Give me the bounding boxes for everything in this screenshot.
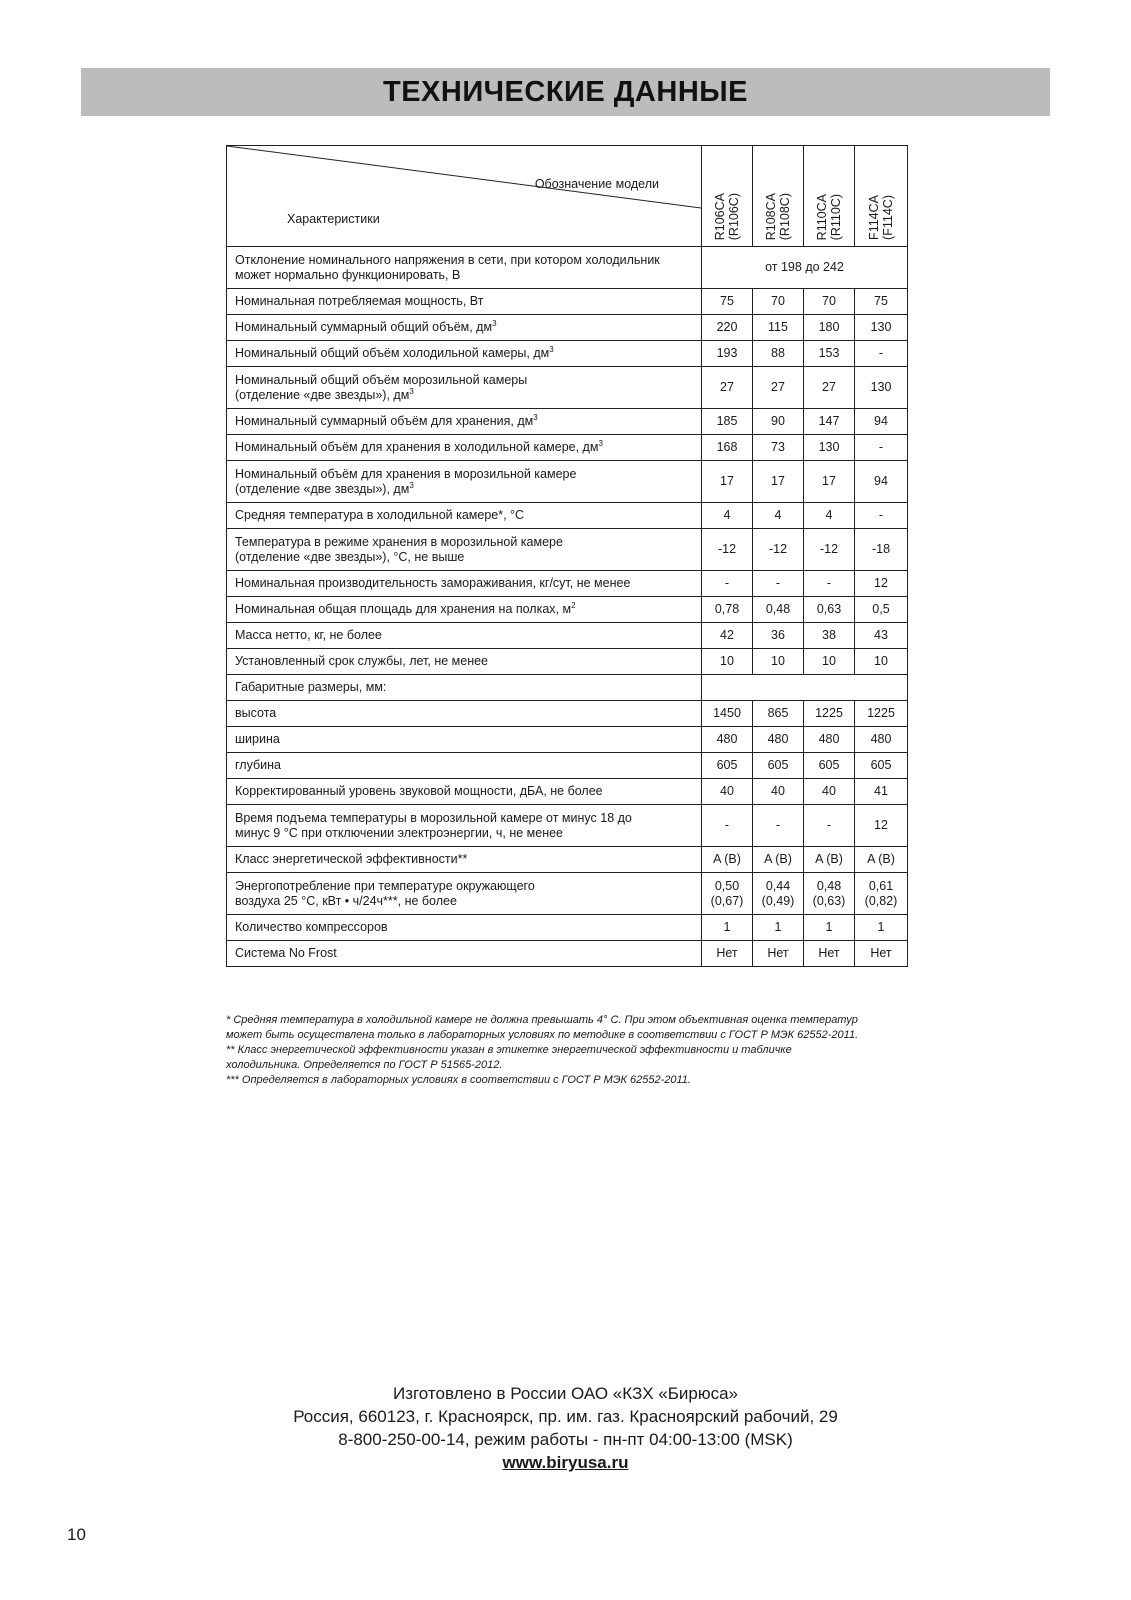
value-cell: 94 — [855, 461, 908, 503]
table-row — [227, 529, 908, 571]
row-label-text: ширина — [235, 732, 280, 746]
row-label — [227, 753, 702, 779]
value-cell: 75 — [702, 289, 753, 315]
value-cell: 90 — [753, 409, 804, 435]
row-label — [227, 435, 702, 461]
value-cell — [855, 873, 908, 915]
value-cell: 94 — [855, 409, 908, 435]
row-label — [227, 529, 702, 571]
unit-superscript: 3 — [598, 438, 603, 448]
value-cell: - — [753, 805, 804, 847]
table-row — [227, 915, 908, 941]
value-cell: 70 — [804, 289, 855, 315]
model-header — [753, 146, 804, 247]
value-cell: -12 — [753, 529, 804, 571]
row-label — [227, 623, 702, 649]
value-cell: 130 — [804, 435, 855, 461]
value-line: (0,67) — [710, 893, 744, 908]
value-line: 0,50 — [714, 878, 740, 893]
row-label-text: Номинальный объём для хранения в холодильной камере, дм — [235, 440, 599, 454]
value-cell: 4 — [753, 503, 804, 529]
value-cell: 605 — [702, 753, 753, 779]
value-cell: Нет — [804, 941, 855, 967]
row-label — [227, 847, 702, 873]
value-cell: 115 — [753, 315, 804, 341]
model-alt-code: (R110C) — [829, 193, 843, 240]
unit-superscript: 2 — [571, 600, 576, 610]
table-row — [227, 753, 908, 779]
diagonal-line — [227, 146, 701, 246]
unit-superscript: 3 — [492, 318, 497, 328]
table-row — [227, 805, 908, 847]
row-label-text: Установленный срок службы, лет, не менее — [235, 654, 489, 668]
value-cell: 605 — [855, 753, 908, 779]
row-label-text: Масса нетто, кг, не более — [235, 628, 382, 642]
row-label — [227, 779, 702, 805]
row-label-text: (отделение «две звезды»), дм — [235, 387, 410, 402]
unit-superscript: 3 — [409, 480, 414, 490]
row-label — [227, 727, 702, 753]
value-cell: 1 — [753, 915, 804, 941]
value-cell: - — [702, 805, 753, 847]
table-row — [227, 623, 908, 649]
value-cell: 605 — [753, 753, 804, 779]
row-label — [227, 341, 702, 367]
row-label-text: может нормально функционировать, В — [235, 267, 461, 282]
value-cell: 75 — [855, 289, 908, 315]
row-label — [227, 675, 702, 701]
value-cell: A (B) — [753, 847, 804, 873]
row-label — [227, 289, 702, 315]
value-cell: 180 — [804, 315, 855, 341]
value-cell: -12 — [804, 529, 855, 571]
row-label-text: Номинальный объём для хранения в морозильной камере — [235, 466, 577, 481]
model-alt-code: (F114C) — [881, 195, 895, 240]
table-row — [227, 315, 908, 341]
row-label-text: Класс энергетической эффективности** — [235, 852, 468, 866]
value-cell — [702, 873, 753, 915]
value-cell — [804, 873, 855, 915]
row-label-text: Время подъема температуры в морозильной камере от минус 18 до — [235, 810, 632, 825]
value-cell: 4 — [702, 503, 753, 529]
row-label-text: (отделение «две звезды»), °С, не выше — [235, 549, 465, 564]
row-label — [227, 461, 702, 503]
footer-line: 8-800-250-00-14, режим работы - пн-пт 04:00-13:00 (MSK) — [338, 1430, 793, 1449]
value-cell: 147 — [804, 409, 855, 435]
row-label-text: Количество компрессоров — [235, 920, 388, 934]
model-header — [702, 146, 753, 247]
value-cell: - — [855, 435, 908, 461]
value-cell: - — [702, 571, 753, 597]
value-cell: Нет — [855, 941, 908, 967]
value-cell: 865 — [753, 701, 804, 727]
value-cell: 10 — [855, 649, 908, 675]
model-header — [804, 146, 855, 247]
unit-superscript: 3 — [549, 344, 554, 354]
footnote-line: *** Определяется в лабораторных условиях в соответствии с ГОСТ Р МЭК 62552-2011. — [226, 1074, 691, 1086]
manufacturer-footer — [0, 1382, 1131, 1474]
value-cell: 480 — [753, 727, 804, 753]
row-label-text: Энергопотребление при температуре окружающего — [235, 878, 535, 893]
table-row — [227, 873, 908, 915]
value-cell: 605 — [804, 753, 855, 779]
table-row — [227, 675, 908, 701]
value-cell: 12 — [855, 571, 908, 597]
value-cell: - — [855, 341, 908, 367]
page-title: ТЕХНИЧЕСКИЕ ДАННЫЕ — [382, 75, 748, 108]
value-cell: 185 — [702, 409, 753, 435]
value-cell: 38 — [804, 623, 855, 649]
row-label — [227, 571, 702, 597]
value-cell: 1 — [855, 915, 908, 941]
row-label-text: Отклонение номинального напряжения в сети, при котором холодильник — [235, 252, 660, 267]
value-cell: 36 — [753, 623, 804, 649]
row-label — [227, 503, 702, 529]
value-cell: A (B) — [804, 847, 855, 873]
table-row — [227, 727, 908, 753]
model-code: R108CA — [764, 192, 778, 240]
footer-line: Изготовлено в России ОАО «КЗХ «Бирюса» — [392, 1384, 739, 1403]
table-header-row — [227, 146, 908, 247]
value-cell: 130 — [855, 367, 908, 409]
value-cell: 70 — [753, 289, 804, 315]
row-label — [227, 247, 702, 289]
row-label-text: воздуха 25 °С, кВт • ч/24ч***, не более — [235, 893, 457, 908]
value-cell: 17 — [753, 461, 804, 503]
value-cell: 10 — [702, 649, 753, 675]
value-cell: 73 — [753, 435, 804, 461]
value-cell: 130 — [855, 315, 908, 341]
table-row — [227, 503, 908, 529]
header-model-label: Обозначение модели — [534, 177, 659, 191]
table-row — [227, 461, 908, 503]
model-code: R106CA — [713, 192, 727, 240]
unit-superscript: 3 — [533, 412, 538, 422]
merged-value-cell: от 198 до 242 — [702, 247, 908, 289]
value-cell: 0,5 — [855, 597, 908, 623]
value-cell: 220 — [702, 315, 753, 341]
value-cell: 193 — [702, 341, 753, 367]
row-label-text: Средняя температура в холодильной камере*, °С — [235, 508, 525, 522]
value-cell: 43 — [855, 623, 908, 649]
model-header — [855, 146, 908, 247]
value-cell: 480 — [855, 727, 908, 753]
table-row — [227, 597, 908, 623]
footer-line: Россия, 660123, г. Красноярск, пр. им. газ. Красноярский рабочий, 29 — [293, 1407, 838, 1426]
row-label-text: высота — [235, 706, 277, 720]
footnote-line: может быть осуществлена только в лабораторных условиях по методике в соответствии с ГОСТ Р МЭК 62552-2011. — [226, 1029, 859, 1041]
row-label-text: Номинальная потребляемая мощность, Вт — [235, 294, 484, 308]
value-line: 0,44 — [765, 878, 791, 893]
row-label-text: Система No Frost — [235, 946, 337, 960]
row-label — [227, 367, 702, 409]
footnotes — [226, 1013, 966, 1088]
row-label — [227, 315, 702, 341]
value-line: 0,61 — [868, 878, 894, 893]
row-label-text: глубина — [235, 758, 281, 772]
table-row — [227, 367, 908, 409]
value-cell: 17 — [804, 461, 855, 503]
value-cell: 27 — [753, 367, 804, 409]
row-label-text: минус 9 °С при отключении электроэнергии, ч, не менее — [235, 825, 564, 840]
row-label-text: Габаритные размеры, мм: — [235, 680, 387, 694]
spec-table — [226, 145, 908, 967]
row-label — [227, 597, 702, 623]
row-label-text: (отделение «две звезды»), дм — [235, 481, 410, 496]
value-cell: - — [804, 805, 855, 847]
row-label-text: Номинальный суммарный объём для хранения, дм — [235, 414, 534, 428]
value-cell: - — [753, 571, 804, 597]
header-diagonal-cell — [227, 146, 702, 247]
table-row — [227, 779, 908, 805]
value-cell: 88 — [753, 341, 804, 367]
footnote-line: ** Класс энергетической эффективности указан в этикетке энергетической эффективности и табличке — [226, 1044, 792, 1056]
value-cell: 40 — [702, 779, 753, 805]
table-row — [227, 571, 908, 597]
value-cell: 480 — [702, 727, 753, 753]
row-label — [227, 941, 702, 967]
row-label — [227, 873, 702, 915]
value-line: 0,48 — [816, 878, 842, 893]
value-cell: 0,48 — [753, 597, 804, 623]
value-cell: 17 — [702, 461, 753, 503]
row-label — [227, 805, 702, 847]
value-cell: 0,78 — [702, 597, 753, 623]
value-cell: A (B) — [855, 847, 908, 873]
value-line: (0,49) — [761, 893, 795, 908]
value-cell: 0,63 — [804, 597, 855, 623]
value-cell: -18 — [855, 529, 908, 571]
value-cell: Нет — [702, 941, 753, 967]
value-cell: -12 — [702, 529, 753, 571]
model-alt-code: (R108C) — [778, 192, 792, 240]
row-label — [227, 915, 702, 941]
value-cell — [753, 873, 804, 915]
model-alt-code: (R106C) — [727, 192, 741, 240]
value-cell: 1450 — [702, 701, 753, 727]
row-label — [227, 649, 702, 675]
row-label-text: Номинальный суммарный общий объём, дм — [235, 320, 493, 334]
footnote-line: холодильника. Определяется по ГОСТ Р 51565-2012. — [226, 1059, 503, 1071]
model-code: F114CA — [867, 195, 881, 240]
value-cell: - — [804, 571, 855, 597]
value-cell: 27 — [804, 367, 855, 409]
row-label — [227, 701, 702, 727]
value-cell: 168 — [702, 435, 753, 461]
value-cell: 12 — [855, 805, 908, 847]
header-characteristics-label: Характеристики — [287, 212, 380, 226]
value-cell: 1225 — [855, 701, 908, 727]
row-label-text: Корректированный уровень звуковой мощности, дБА, не более — [235, 784, 603, 798]
row-label-text: Номинальная производительность замораживания, кг/сут, не менее — [235, 576, 631, 590]
title-bar — [81, 68, 1050, 116]
value-cell: 10 — [753, 649, 804, 675]
row-label — [227, 409, 702, 435]
row-label-text: Номинальный общий объём морозильной камеры — [235, 372, 528, 387]
value-cell: 4 — [804, 503, 855, 529]
value-cell: 1 — [804, 915, 855, 941]
value-line: (0,63) — [812, 893, 846, 908]
table-row — [227, 289, 908, 315]
value-cell: 41 — [855, 779, 908, 805]
value-cell: 27 — [702, 367, 753, 409]
row-label-text: Номинальная общая площадь для хранения на полках, м — [235, 602, 572, 616]
table-row — [227, 701, 908, 727]
value-cell: 1225 — [804, 701, 855, 727]
value-cell: 153 — [804, 341, 855, 367]
unit-superscript: 3 — [409, 386, 414, 396]
value-cell: 1 — [702, 915, 753, 941]
value-cell: Нет — [753, 941, 804, 967]
table-row — [227, 649, 908, 675]
table-row — [227, 941, 908, 967]
model-code: R110CA — [815, 193, 829, 240]
value-cell: 480 — [804, 727, 855, 753]
value-cell: 40 — [804, 779, 855, 805]
value-cell: 42 — [702, 623, 753, 649]
page-number: 10 — [67, 1525, 86, 1544]
table-row — [227, 435, 908, 461]
table-row — [227, 847, 908, 873]
value-cell: - — [855, 503, 908, 529]
table-row — [227, 341, 908, 367]
footnote-line: * Средняя температура в холодильной камере не должна превышать 4° С. При этом объективная оценка температур — [226, 1014, 858, 1026]
row-label-text: Температура в режиме хранения в морозильной камере — [235, 534, 563, 549]
value-line: (0,82) — [864, 893, 898, 908]
merged-value-cell — [702, 675, 908, 701]
table-row — [227, 247, 908, 289]
value-cell: 40 — [753, 779, 804, 805]
row-label-text: Номинальный общий объём холодильной камеры, дм — [235, 346, 550, 360]
website-link[interactable]: www.biryusa.ru — [502, 1453, 629, 1472]
table-row — [227, 409, 908, 435]
value-cell: A (B) — [702, 847, 753, 873]
value-cell: 10 — [804, 649, 855, 675]
